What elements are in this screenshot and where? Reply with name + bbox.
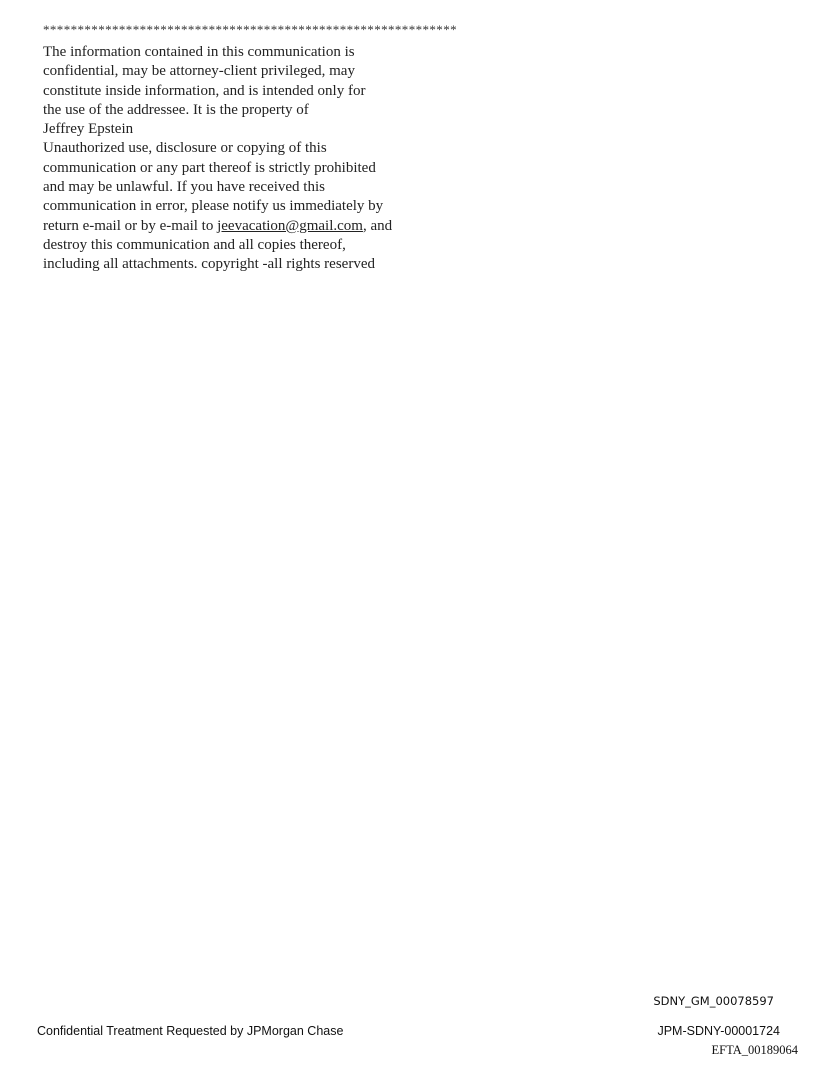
email-line-prefix: return e-mail or by e-mail to bbox=[43, 217, 218, 234]
email-link[interactable]: jeevacation@gmail.com bbox=[217, 217, 363, 234]
disclaimer-line: constitute inside information, and is intended only for bbox=[43, 82, 366, 99]
confidential-treatment-notice: Confidential Treatment Requested by JPMorgan Chase bbox=[37, 1024, 344, 1038]
disclaimer-line: Unauthorized use, disclosure or copying of this bbox=[43, 140, 327, 157]
disclaimer-line: communication in error, please notify us immediately by bbox=[43, 198, 384, 215]
email-line-suffix: , and bbox=[362, 217, 393, 234]
disclaimer-line: destroy this communication and all copies thereof, bbox=[43, 236, 346, 253]
disclaimer-line: The information contained in this communication is bbox=[43, 44, 355, 60]
disclaimer-line: Jeffrey Epstein bbox=[43, 121, 134, 138]
disclaimer-line: and may be unlawful. If you have received this bbox=[43, 179, 325, 196]
asterisk-separator: ************************************************************ bbox=[43, 22, 457, 37]
disclaimer-line: the use of the addressee. It is the property of bbox=[43, 101, 309, 118]
disclaimer-line: communication or any part thereof is strictly prohibited bbox=[43, 159, 376, 176]
confidentiality-disclaimer bbox=[43, 43, 463, 275]
bates-stamp-jpm: JPM-SDNY-00001724 bbox=[657, 1024, 780, 1038]
bates-stamp-efta: EFTA_00189064 bbox=[711, 1043, 798, 1057]
bates-stamp-gm: SDNY_GM_00078597 bbox=[653, 994, 774, 1008]
disclaimer-line: including all attachments. copyright -all rights reserved bbox=[43, 256, 375, 273]
disclaimer-line: confidential, may be attorney-client privileged, may bbox=[43, 63, 355, 80]
disclaimer-email-line bbox=[43, 217, 463, 236]
